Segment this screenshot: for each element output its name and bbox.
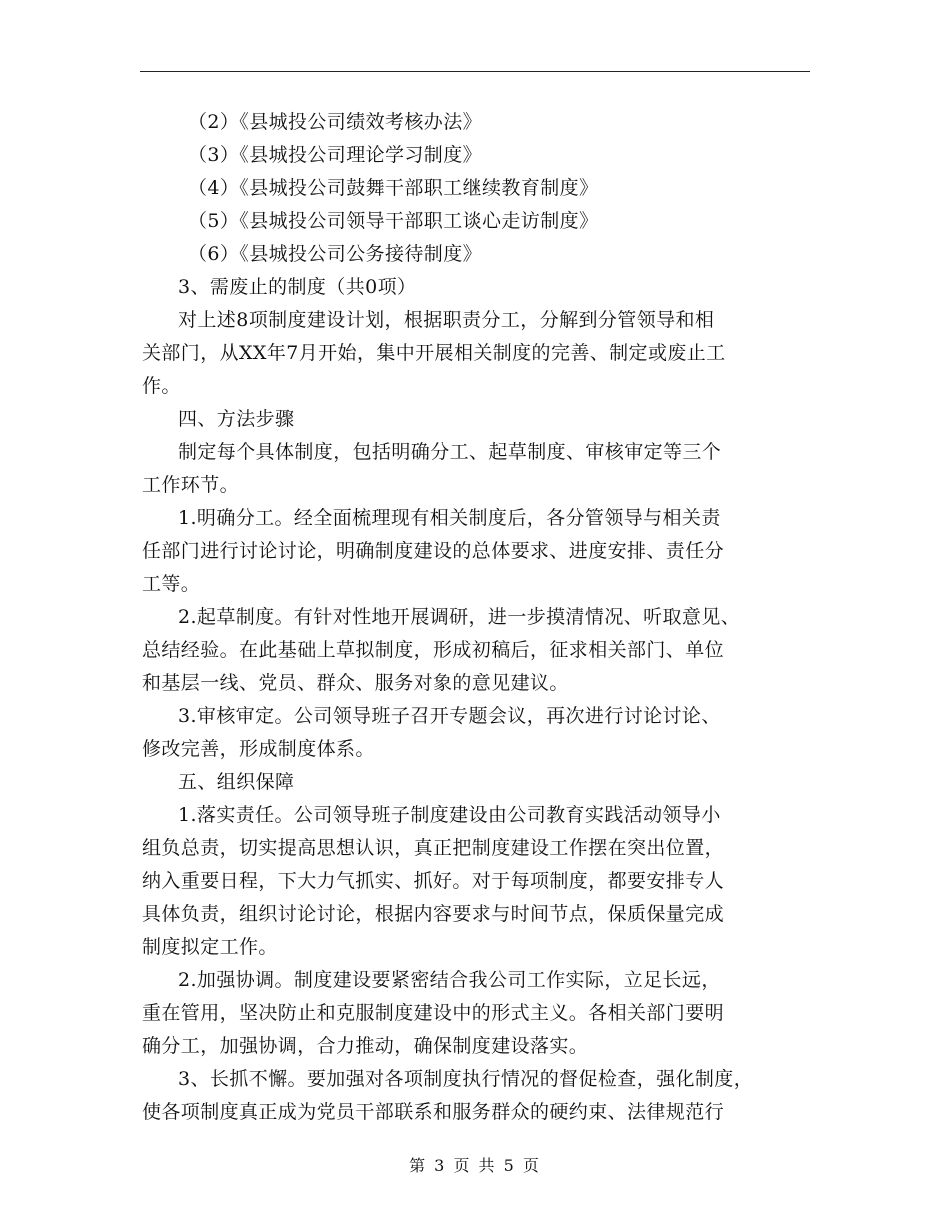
page-number: 第 3 页 共 5 页	[409, 1156, 541, 1175]
text-line: 对上述8项制度建设计划，根据职责分工，分解到分管领导和相	[178, 309, 715, 331]
text-line: 1.明确分工。经全面梳理现有相关制度后，各分管领导与相关责	[178, 507, 721, 529]
text-line: 3.审核审定。公司领导班子召开专题会议，再次进行讨论讨论、	[178, 705, 721, 727]
text-line: 五、组织保障	[178, 771, 295, 793]
text-line: 制度拟定工作。	[142, 936, 278, 958]
header-rule	[140, 71, 810, 72]
text-line: 制定每个具体制度，包括明确分工、起草制度、审核审定等三个	[178, 441, 722, 463]
text-line: 关部门，从XX年7月开始，集中开展相关制度的完善、制定或废止工	[142, 342, 726, 364]
text-line: 2.加强协调。制度建设要紧密结合我公司工作实际，立足长远，	[178, 969, 721, 991]
text-line: 确分工，加强协调，合力推动，确保制度建设落实。	[142, 1035, 589, 1057]
text-line: （3）《县城投公司理论学习制度》	[188, 144, 482, 166]
text-line: 总结经验。在此基础上草拟制度，形成初稿后，征求相关部门、单位	[142, 639, 725, 661]
text-line: 修改完善，形成制度体系。	[142, 738, 375, 760]
text-line: （2）《县城投公司绩效考核办法》	[188, 111, 482, 133]
text-line: 任部门进行讨论讨论，明确制度建设的总体要求、进度安排、责任分	[142, 540, 725, 562]
text-line: 作。	[142, 375, 181, 397]
document-body	[140, 106, 820, 1129]
text-line: （5）《县城投公司领导干部职工谈心走访制度》	[188, 210, 599, 232]
text-line: 纳入重要日程，下大力气抓实、抓好。对于每项制度，都要安排专人	[142, 870, 725, 892]
text-line: 组负总责，切实提高思想认识，真正把制度建设工作摆在突出位置，	[142, 837, 725, 859]
text-line: 2.起草制度。有针对性地开展调研，进一步摸清情况、听取意见、	[178, 606, 741, 628]
text-line: 3、需废止的制度（共0项）	[178, 276, 417, 298]
text-line: 和基层一线、党员、群众、服务对象的意见建议。	[142, 672, 569, 694]
text-line: 四、方法步骤	[178, 408, 295, 430]
text-line: （4）《县城投公司鼓舞干部职工继续教育制度》	[188, 177, 599, 199]
text-line: （6）《县城投公司公务接待制度》	[188, 243, 482, 265]
text-line: 重在管用，坚决防止和克服制度建设中的形式主义。各相关部门要明	[142, 1002, 725, 1024]
text-line: 3、长抓不懈。要加强对各项制度执行情况的督促检查，强化制度，	[178, 1068, 754, 1090]
text-line: 使各项制度真正成为党员干部联系和服务群众的硬约束、法律规范行	[142, 1101, 725, 1123]
text-line: 工等。	[142, 573, 201, 595]
text-line: 具体负责，组织讨论讨论，根据内容要求与时间节点，保质保量完成	[142, 903, 725, 925]
text-line: 1.落实责任。公司领导班子制度建设由公司教育实践活动领导小	[178, 804, 721, 826]
text-line: 工作环节。	[142, 474, 240, 496]
